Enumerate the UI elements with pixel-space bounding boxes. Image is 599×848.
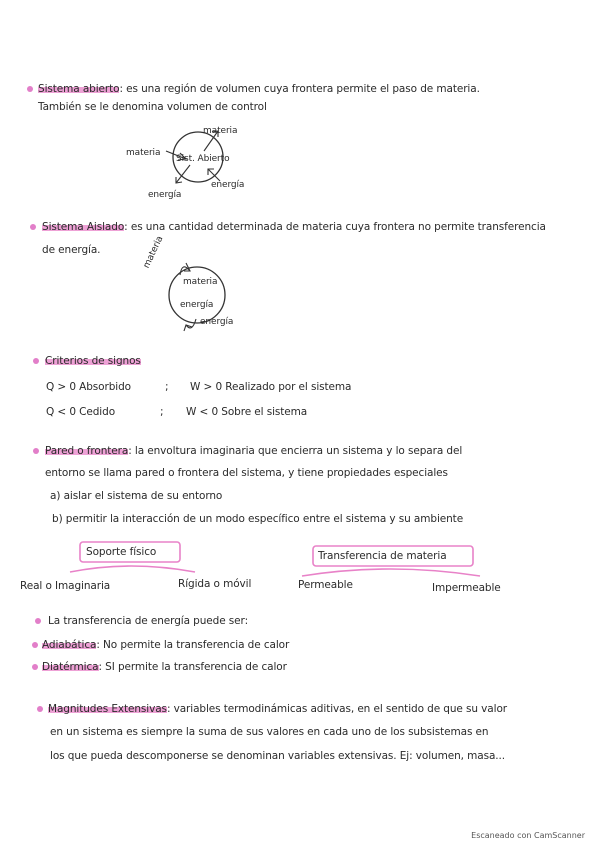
wall-line1: Pared o frontera: la envoltura imaginaria que encierra un sistema y lo separa del xyxy=(45,445,463,457)
sign-separator: ; xyxy=(160,406,164,418)
open-materia-in-label: materia xyxy=(126,148,161,158)
sign-w-negative: W < 0 Sobre el sistema xyxy=(186,406,308,418)
wall-line2: entorno se llama pared o frontera del sistema, y tiene propiedades especiales xyxy=(45,467,448,479)
bullet xyxy=(37,706,43,712)
isolated-system-term: Sistema Aislado xyxy=(42,221,125,233)
bullet xyxy=(32,642,38,648)
extensive-line2: en un sistema es siempre la suma de sus valores en cada uno de los subsistemas en xyxy=(50,726,489,738)
wall-term: Pared o frontera xyxy=(45,445,129,457)
soporte-branch xyxy=(70,566,195,572)
bullet xyxy=(30,224,36,230)
open-energia-in-label: energía xyxy=(211,180,245,190)
isolated-system-line2: de energía. xyxy=(42,244,101,256)
extensive-line1: Magnitudes Extensivas: variables termodinámicas aditivas, en el sentido de que su valor xyxy=(48,703,507,715)
bullet xyxy=(32,664,38,670)
sign-q-positive: Q > 0 Absorbido xyxy=(46,381,131,393)
wall-item-b: b) permitir la interacción de un modo específico entre el sistema y su ambiente xyxy=(52,513,464,525)
scanner-watermark: Escaneado con CamScanner xyxy=(471,831,585,840)
soporte-option-rigida: Rígida o móvil xyxy=(178,578,252,590)
open-center-label: Sist. Abierto xyxy=(176,154,230,164)
isolated-system-line1: Sistema Aislado: es una cantidad determinada de materia cuya frontera no permite transferencia xyxy=(42,221,546,233)
adiabatic-term: Adiabática xyxy=(42,639,97,651)
open-materia-out-label: materia xyxy=(203,126,238,136)
extensive-line3: los que pueda descomponerse se denominan variables extensivas. Ej: volumen, masa... xyxy=(50,750,505,762)
bullet xyxy=(33,448,39,454)
soporte-option-real: Real o Imaginaria xyxy=(20,580,111,592)
bullet xyxy=(35,618,41,624)
wall-item-a: a) aislar el sistema de su entorno xyxy=(50,490,223,502)
isolated-energia-inside-label: energía xyxy=(180,300,214,310)
signs-title: Criterios de signos xyxy=(45,355,141,367)
isolated-materia-top-label: materia xyxy=(141,234,166,271)
sign-q-negative: Q < 0 Cedido xyxy=(46,406,116,418)
bullet xyxy=(27,86,33,92)
isolated-materia-inside-label: materia xyxy=(183,277,218,287)
open-energia-out-label: energía xyxy=(148,190,182,200)
transferencia-title: Transferencia de materia xyxy=(318,550,447,562)
energy-transfer-intro: La transferencia de energía puede ser: xyxy=(48,615,249,627)
bullet xyxy=(33,358,39,364)
sign-w-positive: W > 0 Realizado por el sistema xyxy=(190,381,352,393)
open-system-term: Sistema abierto xyxy=(38,83,120,95)
adiabatic-line: Adiabática: No permite la transferencia de calor xyxy=(42,639,290,651)
open-system-line2: También se le denomina volumen de control xyxy=(38,101,267,113)
soporte-title: Soporte físico xyxy=(86,546,157,558)
extensive-term: Magnitudes Extensivas xyxy=(48,703,167,715)
transferencia-option-impermeable: Impermeable xyxy=(432,582,501,594)
transferencia-option-permeable: Permeable xyxy=(298,579,353,591)
transferencia-branch xyxy=(302,569,480,576)
diathermic-line: Diatérmica: SI permite la transferencia de calor xyxy=(42,661,287,673)
isolated-energia-bottom-label: energía xyxy=(200,317,234,327)
diathermic-term: Diatérmica xyxy=(42,661,99,673)
sign-separator: ; xyxy=(165,381,169,393)
open-system-line1: Sistema abierto: es una región de volumen cuya frontera permite el paso de materia. xyxy=(38,83,480,95)
